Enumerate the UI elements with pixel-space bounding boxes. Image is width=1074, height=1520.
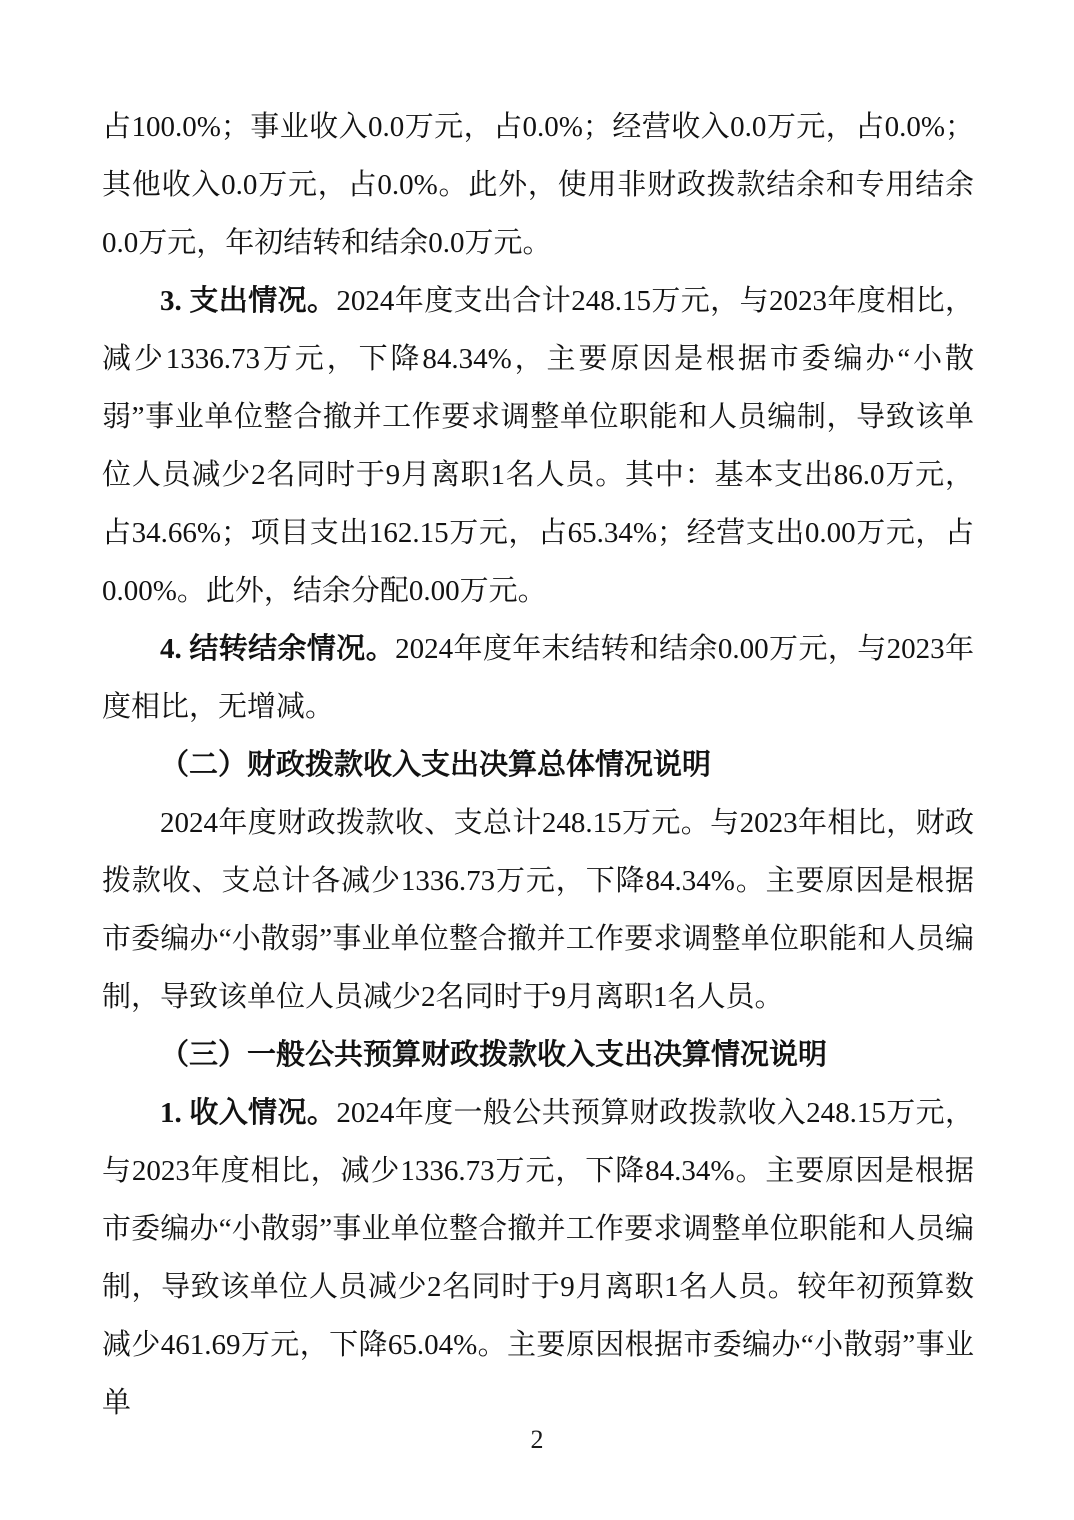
paragraph-carryover-balance bbox=[102, 620, 974, 736]
paragraph-text: 2024年度年末结转和结余0.00万元，与2023年度相比，无增减。 bbox=[102, 633, 974, 723]
document-body bbox=[102, 98, 974, 1432]
paragraph-general-budget-income bbox=[102, 1084, 974, 1432]
paragraph-lead: 1. 收入情况。 bbox=[160, 1097, 337, 1129]
paragraph-text: 2024年度支出合计248.15万元，与2023年度相比，减少1336.73万元，下降84.34%，主要原因是根据市委编办“小散弱”事业单位整合撤并工作要求调整单位职能和人员编制，导致该单位人员减少2名同时于9月离职1名人员。其中：基本支出86.0万元，占34.66%；项目支出162.15万元，占65.34%；经营支出0.00万元，占0.00%。此外，结余分配0.00万元。 bbox=[102, 285, 974, 607]
paragraph-fiscal-appropriation-total bbox=[102, 794, 974, 1026]
paragraph-text: 占100.0%；事业收入0.0万元，占0.0%；经营收入0.0万元，占0.0%；其他收入0.0万元，占0.0%。此外，使用非财政拨款结余和专用结余0.0万元，年初结转和结余0.0万元。 bbox=[102, 111, 974, 259]
paragraph-lead: 4. 结转结余情况。 bbox=[160, 633, 396, 665]
paragraph-text: 2024年度一般公共预算财政拨款收入248.15万元，与2023年度相比，减少1336.73万元，下降84.34%。主要原因是根据市委编办“小散弱”事业单位整合撤并工作要求调整单位职能和人员编制，导致该单位人员减少2名同时于9月离职1名人员。较年初预算数减少461.69万元，下降65.04%。主要原因根据市委编办“小散弱”事业单 bbox=[102, 1097, 974, 1419]
paragraph-lead: 3. 支出情况。 bbox=[160, 285, 337, 317]
paragraph-expenditure-overview bbox=[102, 272, 974, 620]
paragraph-text: 2024年度财政拨款收、支总计248.15万元。与2023年相比，财政拨款收、支总计各减少1336.73万元，下降84.34%。主要原因是根据市委编办“小散弱”事业单位整合撤并工作要求调整单位职能和人员编制，导致该单位人员减少2名同时于9月离职1名人员。 bbox=[102, 807, 974, 1013]
page-number: 2 bbox=[530, 1425, 544, 1454]
section-heading-general-public-budget: （三）一般公共预算财政拨款收入支出决算情况说明 bbox=[160, 1039, 828, 1071]
section-heading-fiscal-appropriation: （二）财政拨款收入支出决算总体情况说明 bbox=[160, 749, 712, 781]
paragraph-income-breakdown-continuation bbox=[102, 98, 974, 272]
